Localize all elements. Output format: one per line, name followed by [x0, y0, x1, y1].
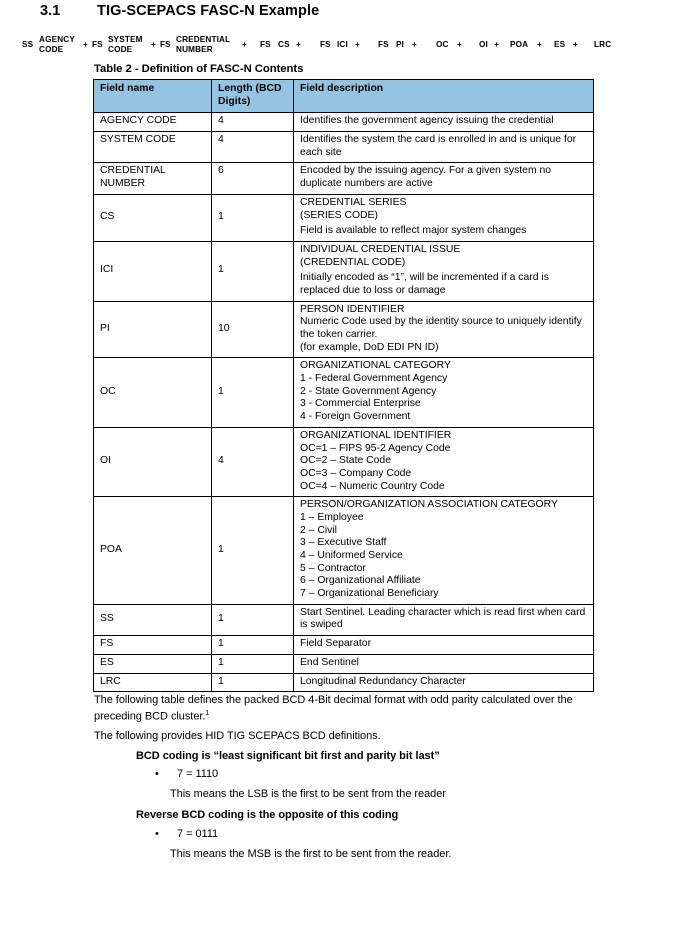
table-row — [94, 132, 594, 163]
formula-token-line: OC — [436, 40, 449, 49]
table-row — [94, 163, 594, 194]
note-bcd-lsb: This means the LSB is the first to be sent from the reader — [170, 788, 446, 800]
column-header-length — [212, 80, 294, 113]
formula-token — [92, 40, 103, 50]
cell-field-name-text: OC — [100, 385, 116, 397]
cell-field-name-text: AGENCY CODE — [100, 115, 177, 127]
note-reverse-bcd-msb: This means the MSB is the first to be sent from the reader. — [170, 848, 452, 860]
cell-description-line: 1 – Employee — [300, 511, 364, 523]
table-row — [94, 358, 594, 427]
bullet-bcd-example — [155, 768, 218, 780]
formula-token — [479, 40, 488, 50]
table-row — [94, 654, 594, 673]
formula-token-line: + — [494, 40, 499, 49]
cell-description-line: 2 – Civil — [300, 524, 337, 536]
cell-description-line: OC=4 – Numeric Country Code — [300, 480, 445, 492]
cell-field-description — [294, 132, 594, 163]
formula-token-line: FS — [320, 40, 331, 49]
formula-token-line: + — [537, 40, 542, 49]
formula-token — [160, 40, 171, 50]
formula-token-line: POA — [510, 40, 529, 49]
cell-description-line: OC=2 – State Code — [300, 455, 391, 467]
cell-field-description — [294, 113, 594, 132]
formula-token-line: PI — [396, 40, 405, 49]
cell-field-description — [294, 654, 594, 673]
cell-length: 1 — [212, 673, 294, 692]
formula-token-line: SYSTEM — [108, 35, 143, 45]
cell-field-name — [94, 673, 212, 692]
paragraph-bcd-format — [94, 694, 600, 724]
formula-token — [22, 40, 33, 50]
cell-description-line: INDIVIDUAL CREDENTIAL ISSUE — [300, 243, 461, 255]
formula-token — [320, 40, 331, 50]
formula-token-line: + — [355, 40, 360, 49]
formula-token-line: + — [573, 40, 578, 49]
cell-description-line: 4 - Foreign Government — [300, 411, 411, 423]
cell-field-name — [94, 163, 212, 194]
formula-token-line: CODE — [108, 45, 133, 54]
section-title: TIG-SCEPACS FASC-N Example — [97, 3, 320, 19]
cell-field-description — [294, 301, 594, 358]
cell-field-name-text: POA — [100, 543, 122, 555]
cell-description-line: End Sentinel — [300, 656, 359, 668]
cell-field-name — [94, 636, 212, 655]
cell-length: 1 — [212, 194, 294, 241]
cell-length: 1 — [212, 654, 294, 673]
formula-token — [396, 40, 404, 50]
formula-token — [242, 40, 247, 50]
cell-field-name — [94, 427, 212, 496]
cell-field-name — [94, 358, 212, 427]
cell-field-name-text: CS — [100, 211, 115, 222]
cell-description-line: 7 – Organizational Beneficiary — [300, 588, 439, 600]
formula-token — [151, 40, 156, 50]
formula-token-line: + — [242, 40, 247, 49]
formula-token-line: SS — [22, 40, 34, 49]
formula-token-line: ICI — [337, 40, 348, 49]
cell-field-name — [94, 497, 212, 605]
formula-token — [594, 40, 611, 50]
cell-field-name-text-line2: NUMBER — [100, 178, 146, 190]
table-row — [94, 241, 594, 301]
cell-field-name-text: FS — [100, 638, 114, 650]
cell-field-name-text: ES — [100, 656, 114, 668]
column-header-field-name: Field name — [94, 80, 212, 113]
cell-field-name — [94, 301, 212, 358]
cell-description-line: 3 - Commercial Enterprise — [300, 398, 421, 410]
cell-description-line: 5 – Contractor — [300, 562, 366, 574]
formula-token — [108, 35, 143, 55]
formula-token — [554, 40, 565, 50]
formula-token-line: FS — [92, 40, 103, 49]
formula-token — [83, 40, 88, 50]
cell-description-line: 4 – Uniformed Service — [300, 550, 403, 561]
cell-length: 1 — [212, 636, 294, 655]
cell-field-name-text: OI — [100, 455, 111, 467]
formula-token-line: CODE — [39, 45, 64, 54]
cell-field-name-text: SYSTEM CODE — [100, 134, 176, 146]
cell-field-description — [294, 163, 594, 194]
cell-field-description — [294, 604, 594, 635]
cell-description-line: Encoded by the issuing agency. For a given system no duplicate numbers are active — [300, 165, 552, 190]
table-row — [94, 673, 594, 692]
heading-reverse-bcd-coding: Reverse BCD coding is the opposite of this coding — [136, 809, 399, 821]
cell-field-description — [294, 427, 594, 496]
formula-token — [412, 40, 417, 50]
cell-length: 1 — [212, 241, 294, 301]
bullet-dot-icon: • — [155, 768, 159, 780]
cell-description-line: (SERIES CODE) — [300, 209, 378, 221]
cell-field-name — [94, 132, 212, 163]
formula-token-line: + — [296, 40, 301, 49]
formula-token — [573, 40, 578, 50]
table-row — [94, 427, 594, 496]
cell-description-line: 3 – Executive Staff — [300, 537, 387, 549]
formula-token — [494, 40, 499, 50]
cell-field-name-text: ICI — [100, 264, 114, 276]
table-row — [94, 194, 594, 241]
table-body — [94, 113, 594, 692]
table-row — [94, 113, 594, 132]
cell-length: 4 — [212, 113, 294, 132]
cell-description-line: Identifies the government agency issuing the credential — [300, 115, 554, 127]
column-header-length-line2: (BCD Digits) — [218, 83, 282, 107]
cell-length: 10 — [212, 301, 294, 358]
cell-field-description — [294, 636, 594, 655]
table-row — [94, 636, 594, 655]
cell-length: 4 — [212, 427, 294, 496]
formula-token-line: AGENCY — [39, 35, 75, 45]
cell-description-line: (CREDENTIAL CODE) — [300, 256, 406, 268]
bullet-dot-icon: • — [155, 828, 159, 840]
formula-token — [457, 40, 462, 50]
formula-token-line: FS — [260, 40, 271, 49]
formula-token — [337, 40, 348, 50]
formula-token-line: CREDENTIAL — [176, 35, 231, 45]
cell-description-line: ORGANIZATIONAL CATEGORY — [300, 360, 451, 372]
formula-token — [278, 40, 290, 50]
cell-field-name-text: LRC — [100, 675, 121, 687]
formula-token — [176, 35, 230, 55]
column-header-field-description: Field description — [294, 80, 594, 113]
bullet-bcd-example-text: 7 = 1110 — [177, 768, 219, 780]
cell-description-line: CREDENTIAL SERIES — [300, 196, 407, 208]
cell-description-line: PERSON IDENTIFIER — [300, 303, 405, 315]
cell-description-line: OC=3 – Company Code — [300, 467, 412, 479]
formula-token-line: FS — [378, 40, 389, 49]
fascn-formula — [10, 33, 689, 57]
formula-token-line: + — [83, 40, 88, 49]
cell-description-line: PERSON/ORGANIZATION ASSOCIATION CATEGORY — [300, 499, 558, 511]
table-row — [94, 301, 594, 358]
bullet-reverse-bcd-example-text: 7 = 0111 — [177, 828, 219, 840]
formula-token-line: LRC — [594, 40, 612, 49]
bullet-reverse-bcd-example — [155, 828, 218, 840]
column-header-length-line1: Length — [218, 83, 253, 94]
table-row — [94, 604, 594, 635]
formula-token-line: CS — [278, 40, 290, 49]
cell-description-line: (for example, DoD EDI PN ID) — [300, 341, 439, 353]
formula-token — [296, 40, 301, 50]
cell-field-description — [294, 194, 594, 241]
cell-description-line: 6 – Organizational Affiliate — [300, 575, 421, 587]
paragraph-bcd-format-text: The following table defines the packed BCD 4-Bit decimal format with odd parity calculated over the preceding BCD cluster. — [94, 694, 573, 723]
formula-token — [510, 40, 528, 50]
cell-description-line: Field is available to reflect major system changes — [300, 225, 527, 237]
formula-token — [537, 40, 542, 50]
cell-field-name-text: SS — [100, 613, 114, 625]
formula-token-line: NUMBER — [176, 45, 213, 54]
table-header-row — [94, 80, 594, 113]
cell-description-line: Identifies the system the card is enrolled in and is unique for each site — [300, 134, 577, 158]
paragraph-hid-definitions: The following provides HID TIG SCEPACS BCD definitions. — [94, 730, 381, 742]
table-caption: Table 2 - Definition of FASC-N Contents — [94, 63, 304, 75]
cell-length: 1 — [212, 497, 294, 605]
cell-length: 6 — [212, 163, 294, 194]
cell-length: 1 — [212, 358, 294, 427]
heading-bcd-coding: BCD coding is “least significant bit first and parity bit last” — [136, 750, 440, 762]
cell-field-description — [294, 497, 594, 605]
cell-field-description — [294, 673, 594, 692]
cell-description-line: Initially encoded as “1”, will be incremented if a card is replaced due to loss or damage — [300, 272, 549, 296]
footnote-marker: 1 — [205, 707, 210, 717]
formula-token — [378, 40, 389, 50]
cell-length: 4 — [212, 132, 294, 163]
cell-field-description — [294, 358, 594, 427]
cell-field-name — [94, 194, 212, 241]
cell-field-description — [294, 241, 594, 301]
cell-field-name — [94, 604, 212, 635]
formula-token-line: + — [457, 40, 462, 49]
formula-token-line: + — [151, 40, 156, 49]
cell-description-line: Numeric Code used by the identity source to uniquely identify the token carrier. — [300, 316, 582, 340]
section-heading — [40, 3, 319, 19]
fascn-definition-table — [93, 79, 594, 692]
formula-token-line: FS — [160, 40, 171, 49]
formula-token — [436, 40, 449, 50]
cell-description-line: Field Separator — [300, 638, 372, 650]
formula-token — [355, 40, 360, 50]
formula-token-line: OI — [479, 40, 488, 49]
cell-description-line: OC=1 – FIPS 95-2 Agency Code — [300, 442, 451, 454]
cell-description-line: Longitudinal Redundancy Character — [300, 675, 466, 687]
cell-description-line: Start Sentinel. Leading character which is read first when card is swiped — [300, 606, 586, 631]
section-number: 3.1 — [40, 3, 61, 19]
cell-field-name-text: CREDENTIAL — [100, 165, 166, 177]
cell-field-name — [94, 113, 212, 132]
cell-field-name — [94, 241, 212, 301]
cell-description-line: 1 - Federal Government Agency — [300, 373, 448, 385]
cell-field-name-text: PI — [100, 322, 110, 334]
formula-token — [260, 40, 271, 50]
formula-token — [39, 35, 75, 55]
cell-field-name — [94, 654, 212, 673]
cell-description-line: 2 - State Government Agency — [300, 385, 437, 397]
table-row — [94, 497, 594, 605]
cell-length: 1 — [212, 604, 294, 635]
formula-token-line: ES — [554, 40, 566, 49]
cell-description-line: ORGANIZATIONAL IDENTIFIER — [300, 429, 452, 441]
formula-token-line: + — [412, 40, 417, 49]
